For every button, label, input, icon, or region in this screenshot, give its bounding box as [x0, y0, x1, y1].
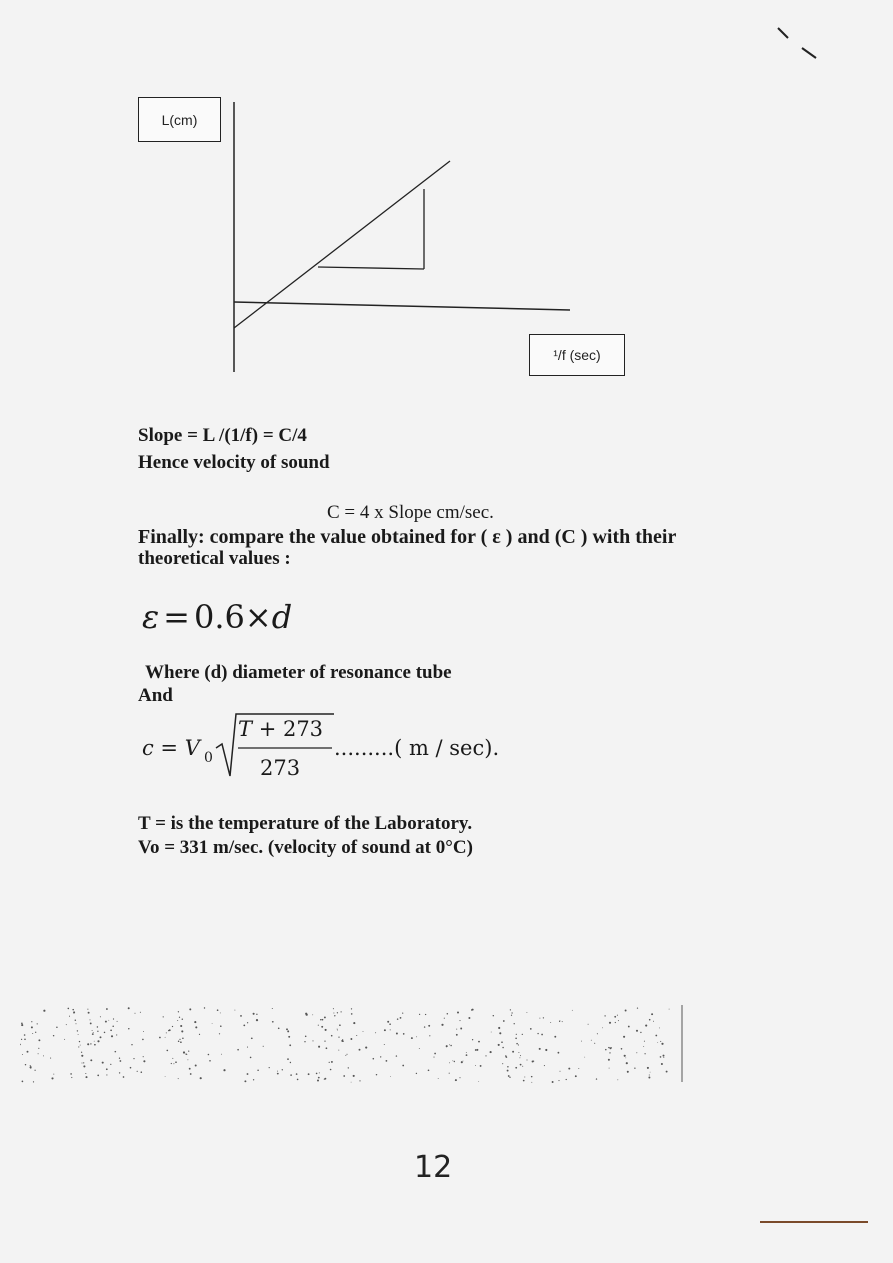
epsilon-symbol: ε	[142, 598, 160, 636]
slope-triangle-horizontal	[318, 267, 424, 269]
x-axis	[234, 302, 570, 310]
y-axis-label: L(cm)	[161, 111, 198, 128]
epsilon-formula	[142, 598, 292, 636]
times-sign: ×	[244, 598, 272, 636]
coefficient: 0.6	[193, 598, 245, 636]
theoretical-line: theoretical values :	[138, 548, 291, 569]
v-subscript: 0	[204, 750, 213, 766]
equals-sign: =	[163, 598, 190, 636]
and-line: And	[138, 685, 173, 706]
finally-line: Finally: compare the value obtained for ( ε ) and (C ) with their	[138, 526, 677, 548]
scan-noise-band	[20, 1000, 740, 1090]
denominator: 273	[260, 756, 301, 780]
diameter-variable: d	[271, 598, 293, 636]
hence-line: Hence velocity of sound	[138, 452, 330, 473]
c-lhs: c = V	[142, 736, 200, 760]
y-axis-label-box	[138, 97, 221, 142]
x-axis-label-box	[529, 334, 625, 376]
page-number: 12	[414, 1150, 453, 1185]
vo-definition-line: Vo = 331 m/sec. (velocity of sound at 0°C)	[138, 837, 473, 858]
slope-line: Slope = L /(1/f) = C/4	[138, 425, 307, 446]
t-definition-line: T = is the temperature of the Laboratory.	[138, 813, 473, 834]
corner-marks	[770, 20, 830, 65]
x-axis-label: ¹/f (sec)	[553, 347, 601, 363]
c-equals-4-slope: C = 4 x Slope cm/sec.	[327, 502, 494, 523]
where-line: Where (d) diameter of resonance tube	[145, 662, 452, 683]
fit-line	[234, 161, 450, 328]
units: .........( m / sec).	[334, 736, 500, 760]
bottom-edge-mark	[760, 1215, 870, 1227]
numerator: T + 273	[238, 717, 324, 741]
